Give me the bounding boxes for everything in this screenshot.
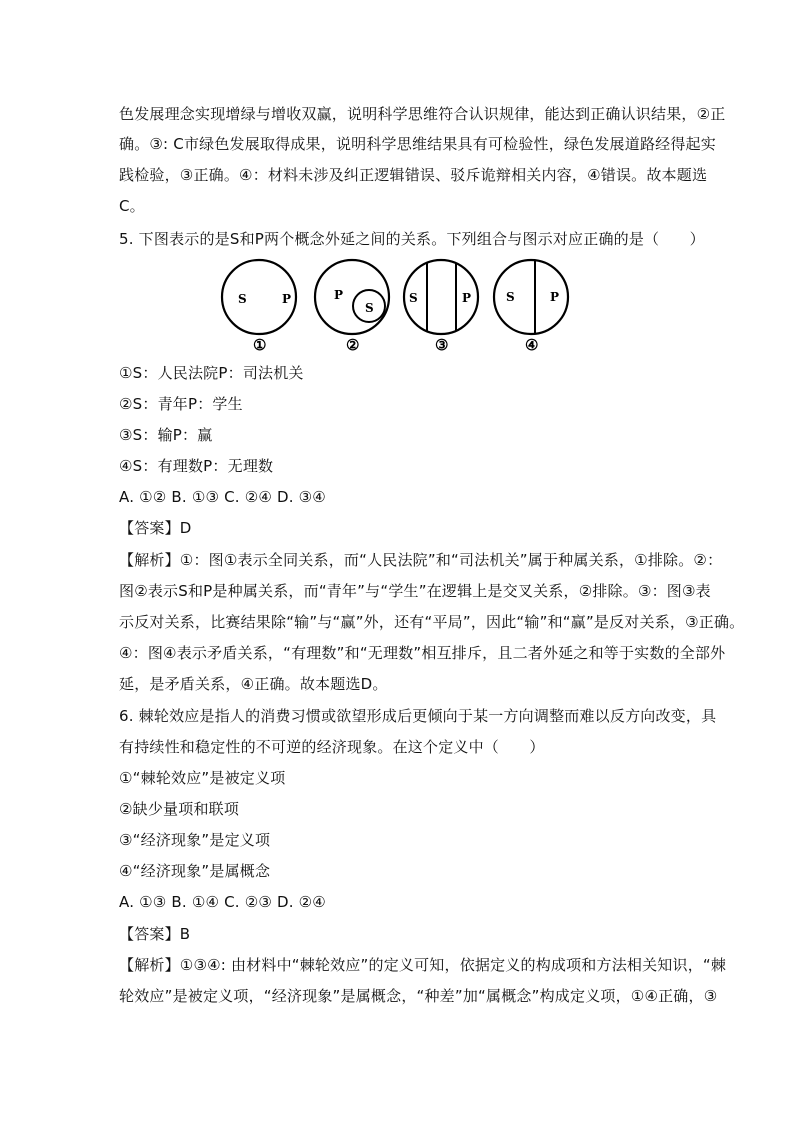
text-line: C。 [119, 197, 145, 215]
diagram-3-label-a: S [409, 291, 418, 305]
diagram-2-label-b: S [365, 301, 374, 315]
option-item: ③“经济现象”是定义项 [119, 831, 271, 849]
diagram-4-label-b: P [550, 290, 560, 304]
answer-label: 【答案】B [119, 925, 191, 943]
option-item: ②S：青年P：学生 [119, 395, 243, 413]
question-6-stem: 有持续性和稳定性的不可逆的经济现象。在这个定义中（ ） [119, 738, 545, 756]
diagram-1-label-b: P [282, 292, 292, 306]
option-item: ①S：人民法院P：司法机关 [119, 364, 304, 382]
diagram-4-label-a: S [506, 290, 515, 304]
answer-choices: A. ①② B. ①③ C. ②④ D. ③④ [119, 488, 326, 506]
diagram-1 [222, 260, 296, 354]
diagram-3 [404, 260, 478, 354]
option-item: ①“棘轮效应”是被定义项 [119, 769, 286, 787]
answer-choices: A. ①③ B. ①④ C. ②③ D. ②④ [119, 893, 326, 911]
diagram-4-number: ④ [525, 336, 539, 354]
diagram-1-label-a: S [238, 292, 247, 306]
analysis-text: 【解析】①③④: 由材料中“棘轮效应”的定义可知，依据定义的构成项和方法相关知识，“棘 [119, 956, 727, 974]
analysis-text: 【解析】①：图①表示全同关系，而“人民法院”和“司法机关”属于种属关系，①排除。②： [119, 551, 723, 569]
diagram-1-number: ① [253, 336, 267, 354]
diagram-2 [315, 260, 389, 354]
question-5-stem: 5. 下图表示的是S和P两个概念外延之间的关系。下列组合与图示对应正确的是（ ） [119, 230, 705, 248]
diagram-4 [494, 260, 568, 354]
analysis-text: 图②表示S和P是种属关系，而“青年”与“学生”在逻辑上是交叉关系，②排除。③：图③表 [119, 582, 711, 600]
concept-relation-figure [219, 256, 579, 356]
option-item: ④S：有理数P：无理数 [119, 457, 274, 475]
diagram-2-outer-circle [315, 260, 389, 334]
option-item: ④“经济现象”是属概念 [119, 862, 271, 880]
option-item: ③S：输P：赢 [119, 426, 213, 444]
text-line: 践检验，③正确。④：材料未涉及纠正逻辑错误、驳斥诡辩相关内容，④错误。故本题选 [119, 166, 708, 184]
analysis-text: 示反对关系，比赛结果除“输”与“赢”外，还有“平局”，因此“输”和“赢”是反对关系，③正确。 [119, 613, 745, 631]
diagram-2-label-a: P [334, 288, 344, 302]
text-line: 确。③: C市绿色发展取得成果，说明科学思维结果具有可检验性，绿色发展道路经得起实 [119, 135, 716, 153]
question-6-stem: 6. 棘轮效应是指人的消费习惯或欲望形成后更倾向于某一方向调整而难以反方向改变，具 [119, 707, 717, 725]
analysis-text: 轮效应”是被定义项，“经济现象”是属概念，“种差”加“属概念”构成定义项，①④正确，③ [119, 987, 718, 1005]
answer-label: 【答案】D [119, 519, 192, 537]
analysis-text: ④：图④表示矛盾关系，“有理数”和“无理数”相互排斥，且二者外延之和等于实数的全部外 [119, 644, 726, 662]
option-item: ②缺少量项和联项 [119, 800, 240, 818]
diagram-3-label-b: P [462, 291, 472, 305]
diagram-2-number: ② [346, 336, 360, 354]
diagram-3-number: ③ [435, 336, 449, 354]
text-line: 色发展理念实现增绿与增收双赢，说明科学思维符合认识规律，能达到正确认识结果，②正 [119, 105, 726, 123]
venn-diagrams [219, 256, 579, 356]
analysis-text: 延，是矛盾关系，④正确。故本题选D。 [119, 675, 388, 693]
